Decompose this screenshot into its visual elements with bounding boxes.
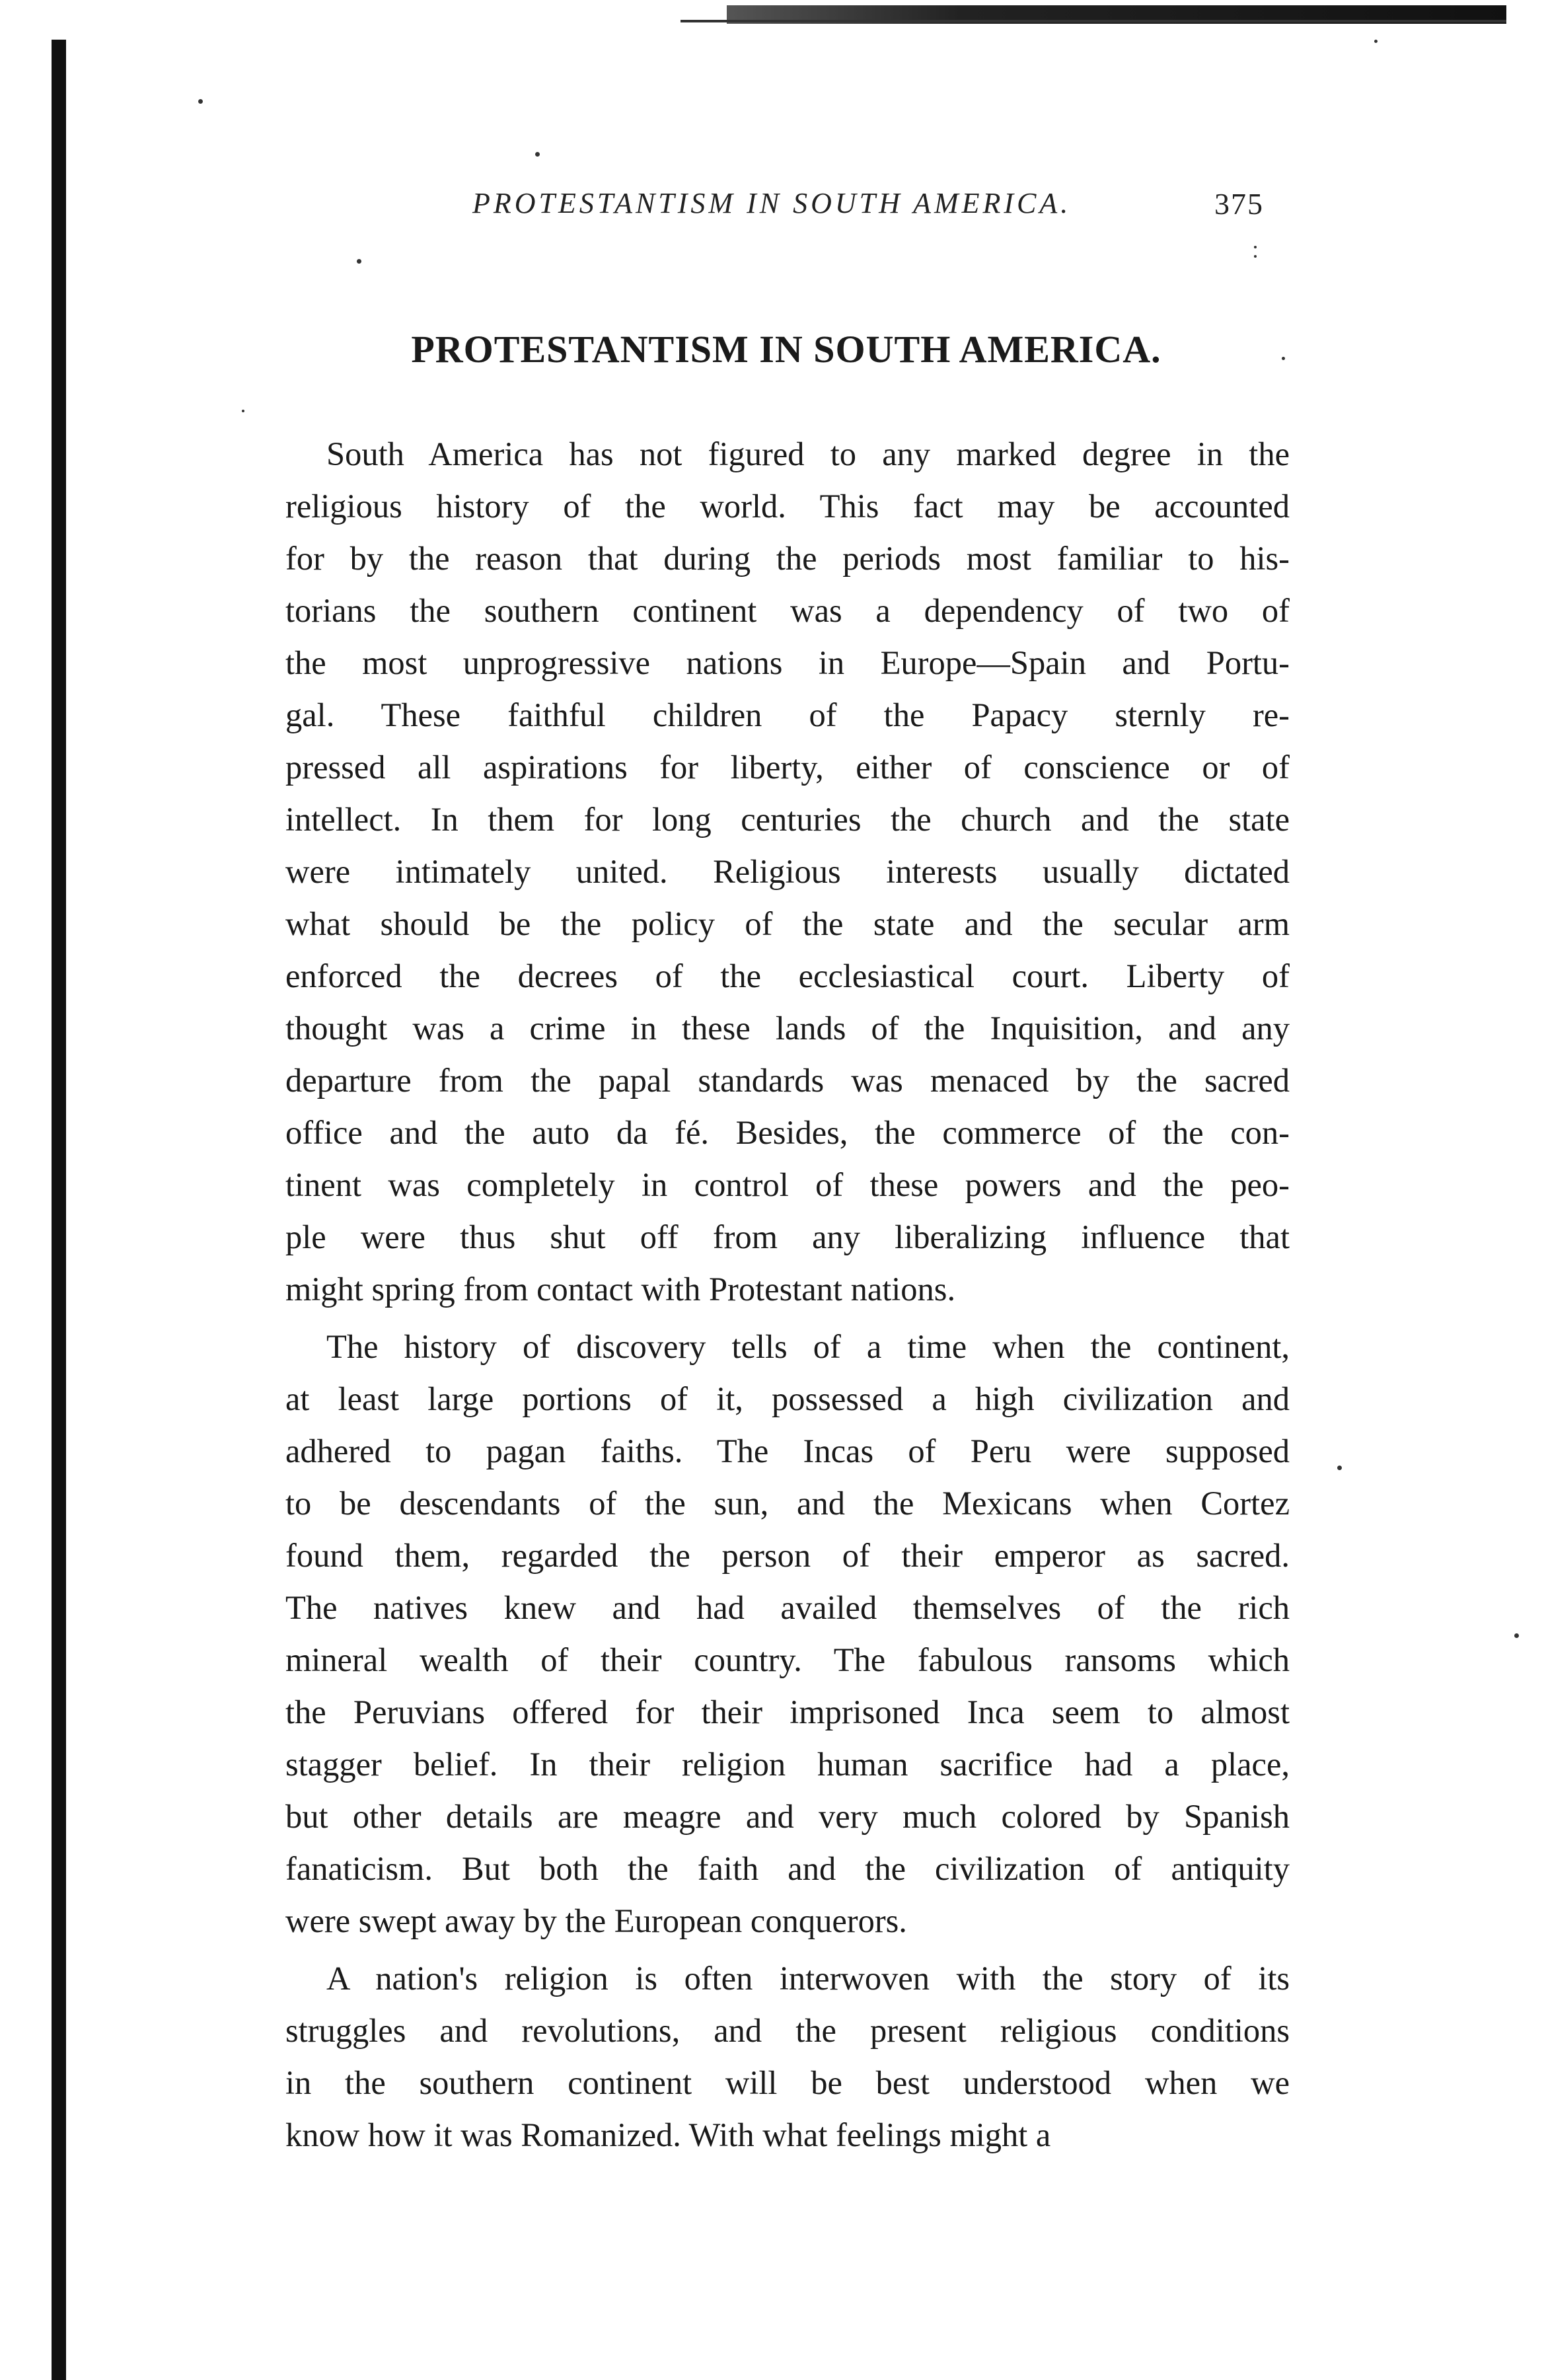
text-line: mineral wealth of their country. The fabulous ransoms which <box>285 1641 1290 1678</box>
text-line: the most unprogressive nations in Europe—Spain and Portu- <box>285 644 1290 681</box>
scan-speck <box>535 152 540 157</box>
article-body <box>285 428 1290 2161</box>
running-head: PROTESTANTISM IN SOUTH AMERICA. <box>472 187 1072 219</box>
page-number: 375 <box>1214 187 1264 221</box>
text-line: struggles and revolutions, and the present religious conditions <box>285 2012 1290 2049</box>
text-line: intellect. In them for long centuries the church and the state <box>285 801 1290 838</box>
text-line: but other details are meagre and very much colored by Spanish <box>285 1798 1290 1835</box>
text-line: pressed all aspirations for liberty, either of conscience or of <box>285 749 1290 786</box>
text-line: South America has not figured to any marked degree in the <box>326 435 1290 472</box>
text-line: torians the southern continent was a dependency of two of <box>285 592 1290 629</box>
text-line: ple were thus shut off from any liberalizing influence that <box>285 1218 1290 1255</box>
text-line: office and the auto da fé. Besides, the commerce of the con- <box>285 1114 1290 1151</box>
text-line: were intimately united. Religious interests usually dictated <box>285 853 1290 890</box>
scan-speck <box>1254 255 1257 258</box>
scan-speck <box>1254 246 1257 248</box>
scan-speck <box>1337 1466 1342 1470</box>
text-line: A nation's religion is often interwoven with the story of its <box>326 1960 1290 1997</box>
text-line: tinent was completely in control of these powers and the peo- <box>285 1166 1290 1203</box>
scan-top-rule-thin <box>681 20 1506 22</box>
text-line: found them, regarded the person of their emperor as sacred. <box>285 1537 1290 1574</box>
text-line: The history of discovery tells of a time when the continent, <box>326 1328 1290 1365</box>
text-line: for by the reason that during the periods most familiar to his- <box>285 540 1290 577</box>
scan-binding-edge <box>52 40 66 2380</box>
text-line: were swept away by the European conquerors. <box>285 1902 907 1939</box>
scan-speck <box>1514 1633 1519 1638</box>
text-line: departure from the papal standards was menaced by the sacred <box>285 1062 1290 1099</box>
text-line: at least large portions of it, possessed a high civilization and <box>285 1380 1290 1417</box>
scan-speck <box>1374 40 1378 43</box>
text-line: stagger belief. In their religion human sacrifice had a place, <box>285 1746 1290 1783</box>
text-line: the Peruvians offered for their imprisoned Inca seem to almost <box>285 1693 1290 1730</box>
text-line: what should be the policy of the state and the secular arm <box>285 905 1290 942</box>
text-line: know how it was Romanized. With what feelings might a <box>285 2116 1051 2153</box>
article-title: PROTESTANTISM IN SOUTH AMERICA. <box>411 328 1161 371</box>
scan-speck <box>198 99 203 104</box>
text-line: to be descendants of the sun, and the Mexicans when Cortez <box>285 1485 1290 1522</box>
text-line: religious history of the world. This fact may be accounted <box>285 488 1290 525</box>
text-line: The natives knew and had availed themselves of the rich <box>285 1589 1290 1626</box>
text-line: thought was a crime in these lands of the Inquisition, and any <box>285 1010 1290 1047</box>
scan-speck <box>357 259 361 264</box>
text-line: in the southern continent will be best understood when we <box>285 2064 1290 2101</box>
scan-speck <box>242 410 244 412</box>
text-line: adhered to pagan faiths. The Incas of Peru were supposed <box>285 1432 1290 1469</box>
text-line: enforced the decrees of the ecclesiastical court. Liberty of <box>285 957 1290 994</box>
text-line: fanaticism. But both the faith and the civilization of antiquity <box>285 1850 1290 1887</box>
text-line: might spring from contact with Protestant nations. <box>285 1271 956 1308</box>
text-line: gal. These faithful children of the Papacy sternly re- <box>285 696 1290 733</box>
